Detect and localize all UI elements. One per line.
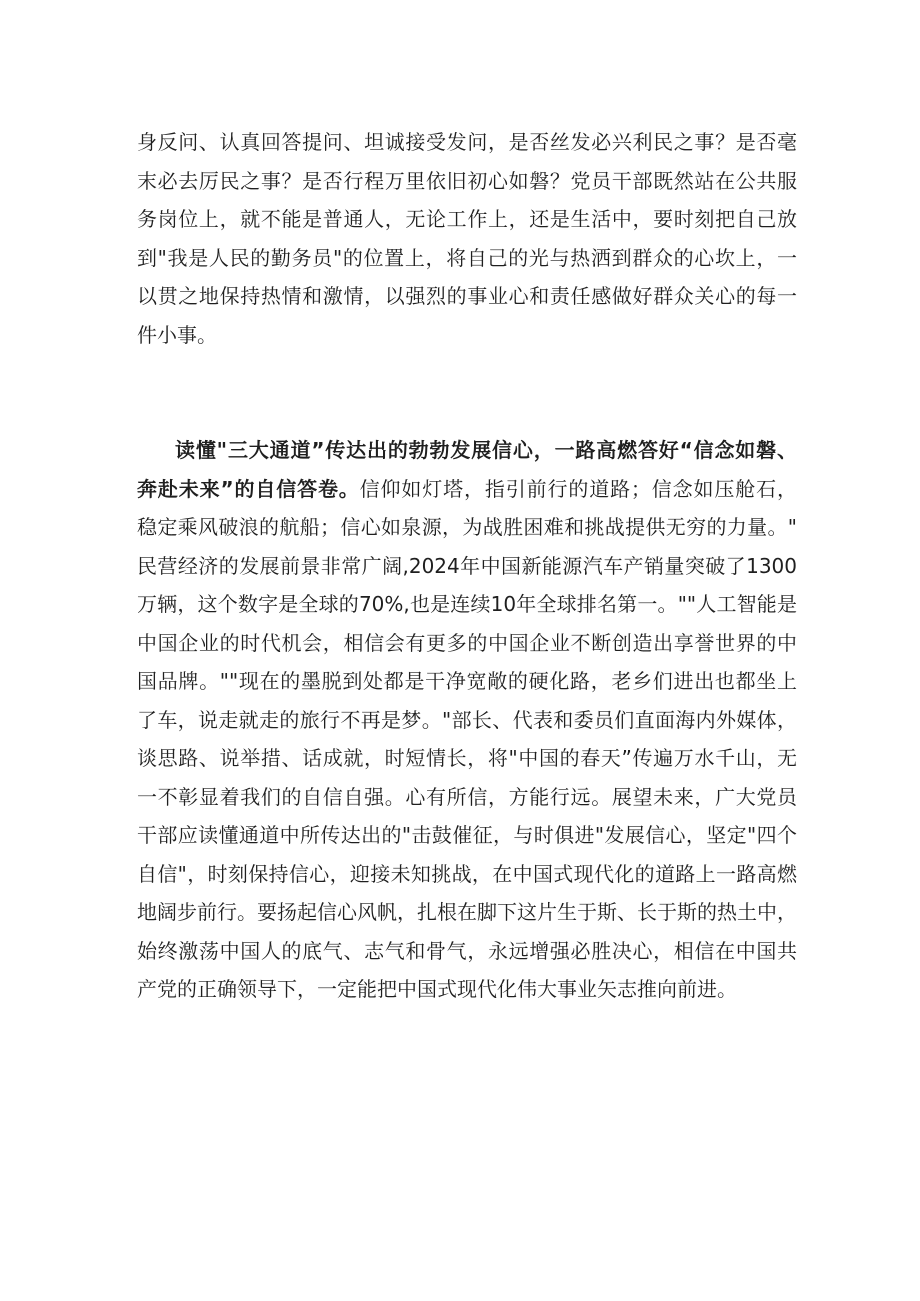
paragraph-1-line: 到"我是人民的勤务员"的位置上，将自己的光与热洒到群众的心坎上，一 — [137, 245, 797, 270]
paragraph-2-line: 自信"，时刻保持信心，迎接未知挑战，在中国式现代化的道路上一路高燃 — [137, 861, 797, 886]
paragraph-2 — [137, 431, 797, 1009]
paragraph-1-line: 末必去厉民之事？是否行程万里依旧初心如磐？党员干部既然站在公共服 — [137, 168, 797, 193]
paragraph-2-line — [137, 470, 797, 509]
paragraph-1-line: 件小事。 — [137, 322, 217, 347]
paragraph-2-line: 稳定乘风破浪的航船；信心如泉源，为战胜困难和挑战提供无穷的力量。" — [137, 515, 797, 539]
paragraph-2-line: 地阔步前行。要扬起信心风帆，扎根在脚下这片生于斯、长于斯的热土中， — [137, 900, 797, 924]
paragraph-2-line: 干部应读懂通道中所传达出的"击鼓催征，与时俱进"发展信心，坚定"四个 — [137, 823, 797, 847]
paragraph-2-line: 谈思路、说举措、话成就，时短情长，将"中国的春天”传遍万水千山，无 — [137, 746, 797, 770]
paragraph-2-line: 了车，说走就走的旅行不再是梦。"部长、代表和委员们直面海内外媒体， — [137, 707, 797, 732]
paragraph-2-line-text: 信仰如灯塔，指引前行的道路；信念如压舱石， — [359, 476, 797, 501]
paragraph-1-line: 务岗位上，就不能是普通人，无论工作上，还是生活中，要时刻把自己放 — [137, 207, 797, 231]
paragraph-2-line: 万辆，这个数字是全球的70%,也是连续10年全球排名第一。""人工智能是 — [137, 592, 797, 616]
paragraph-2-heading-end: 奔赴未来”的自信答卷。 — [137, 476, 360, 501]
paragraph-2-line: 一不彰显着我们的自信自强。心有所信，方能行远。展望未来，广大党员 — [137, 784, 797, 809]
paragraph-2-line: 产党的正确领导下，一定能把中国式现代化伟大事业矢志推向前进。 — [137, 977, 737, 1001]
paragraph-1 — [137, 123, 797, 354]
paragraph-2-line: 民营经济的发展前景非常广阔,2024年中国新能源汽车产销量突破了1300 — [137, 553, 797, 578]
paragraph-2-heading-line: 读懂"三大通道”传达出的勃勃发展信心，一路高燃答好“信念如磐、 — [175, 438, 797, 462]
paragraph-2-line: 国品牌。""现在的墨脱到处都是干净宽敞的硬化路，老乡们进出也都坐上 — [137, 669, 797, 693]
paragraph-1-line: 身反问、认真回答提问、坦诚接受发问，是否丝发必兴利民之事？是否毫 — [137, 130, 797, 154]
paragraph-2-line: 中国企业的时代机会，相信会有更多的中国企业不断创造出享誉世界的中 — [137, 630, 797, 655]
paragraph-1-line: 以贯之地保持热情和激情，以强烈的事业心和责任感做好群众关心的每一 — [137, 284, 797, 308]
paragraph-2-line: 始终激荡中国人的底气、志气和骨气，永远增强必胜决心，相信在中国共 — [137, 938, 797, 963]
